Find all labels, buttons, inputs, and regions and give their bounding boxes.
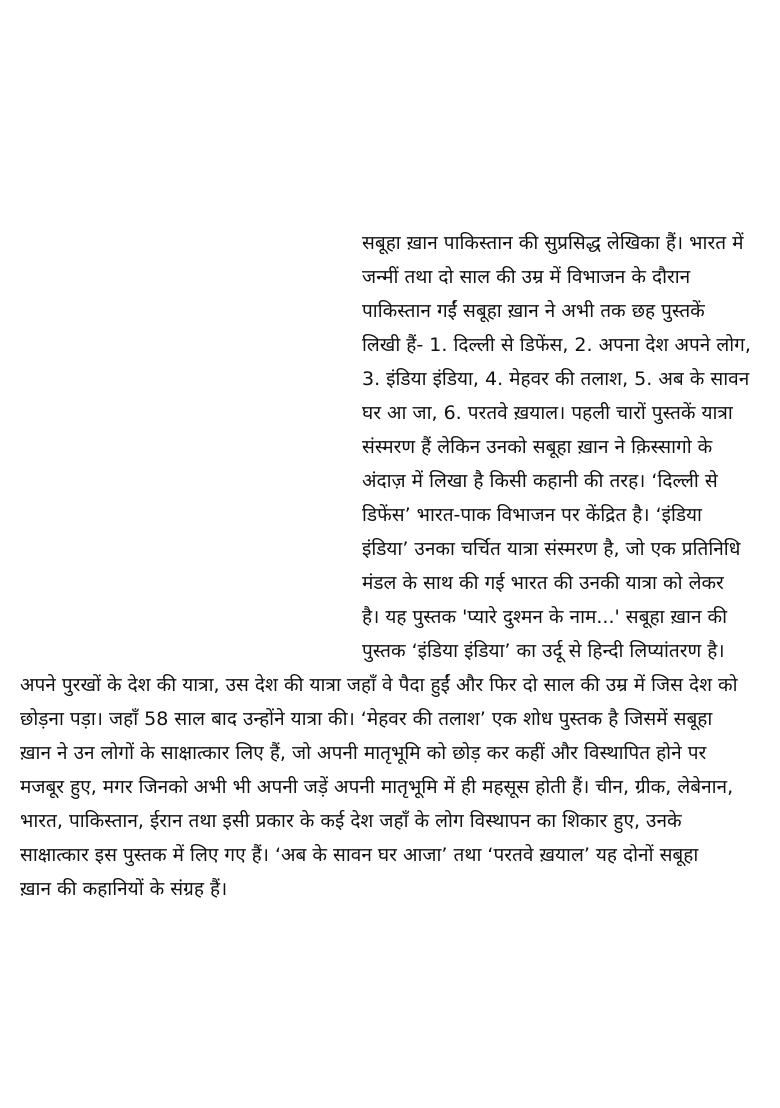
column-text-line: अंदाज़ में लिखा है किसी कहानी की तरह। ‘दिल्ली से — [362, 470, 718, 492]
column-text-line: जन्मीं तथा दो साल की उम्र में विभाजन के दौरान — [362, 266, 691, 288]
column-text-line: है। यह पुस्तक 'प्यारे दुश्मन के नाम...' सबूहा ख़ान की — [362, 606, 728, 628]
column-text-line: डिफेंस’ भारत-पाक विभाजन पर केंद्रित है। ‘इंडिया — [362, 504, 702, 526]
column-text-line: मंडल के साथ की गई भारत की उनकी यात्रा को लेकर — [362, 572, 724, 594]
column-text-line: संस्मरण हैं लेकिन उनको सबूहा ख़ान ने क़िस्सागो के — [362, 436, 713, 458]
column-text-line: पुस्तक ‘इंडिया इंडिया’ का उर्दू से हिन्दी लिप्यांतरण है। — [362, 640, 725, 662]
column-text-line: घर आ जा, 6. परतवे ख़याल। पहली चारों पुस्तकें यात्रा — [362, 402, 733, 424]
full-width-text-line: ख़ान की कहानियों के संग्रह हैं। — [20, 878, 228, 900]
full-width-text-line: छोड़ना पड़ा। जहाँ 58 साल बाद उन्होंने यात्रा की। ‘मेहवर की तलाश’ एक शोध पुस्तक है जिसमें सबूहा — [20, 708, 713, 730]
full-width-text-line: अपने पुरखों के देश की यात्रा, उस देश की यात्रा जहाँ वे पैदा हुईं और फिर दो साल की उम्र में जिस देश को — [20, 674, 738, 696]
full-width-text-line: साक्षात्कार इस पुस्तक में लिए गए हैं। ‘अब के सावन घर आजा’ तथा ‘परतवे ख़याल’ यह दोनों सबूहा — [20, 844, 699, 866]
full-width-text-line: ख़ान ने उन लोगों के साक्षात्कार लिए हैं, जो अपनी मातृभूमि को छोड़ कर कहीं और विस्थापित होने पर — [20, 742, 707, 764]
column-text-line: लिखी हैं- 1. दिल्ली से डिफेंस, 2. अपना देश अपने लोग, — [362, 334, 751, 356]
full-width-text-line: मजबूर हुए, मगर जिनको अभी भी अपनी जड़ें अपनी मातृभूमि में ही महसूस होती हैं। चीन, ग्रीक, लेबेनान, — [20, 776, 734, 798]
full-width-text-line: भारत, पाकिस्तान, ईरान तथा इसी प्रकार के कई देश जहाँ के लोग विस्थापन का शिकार हुए, उनके — [20, 810, 682, 832]
column-text-line: 3. इंडिया इंडिया, 4. मेहवर की तलाश, 5. अब के सावन — [362, 368, 750, 390]
column-text-line: पाकिस्तान गईं सबूहा ख़ान ने अभी तक छह पुस्तकें — [362, 300, 705, 322]
column-text-line: सबूहा ख़ान पाकिस्तान की सुप्रसिद्ध लेखिका हैं। भारत में — [362, 232, 744, 254]
column-text-line: इंडिया’ उनका चर्चित यात्रा संस्मरण है, जो एक प्रतिनिधि — [362, 538, 741, 560]
